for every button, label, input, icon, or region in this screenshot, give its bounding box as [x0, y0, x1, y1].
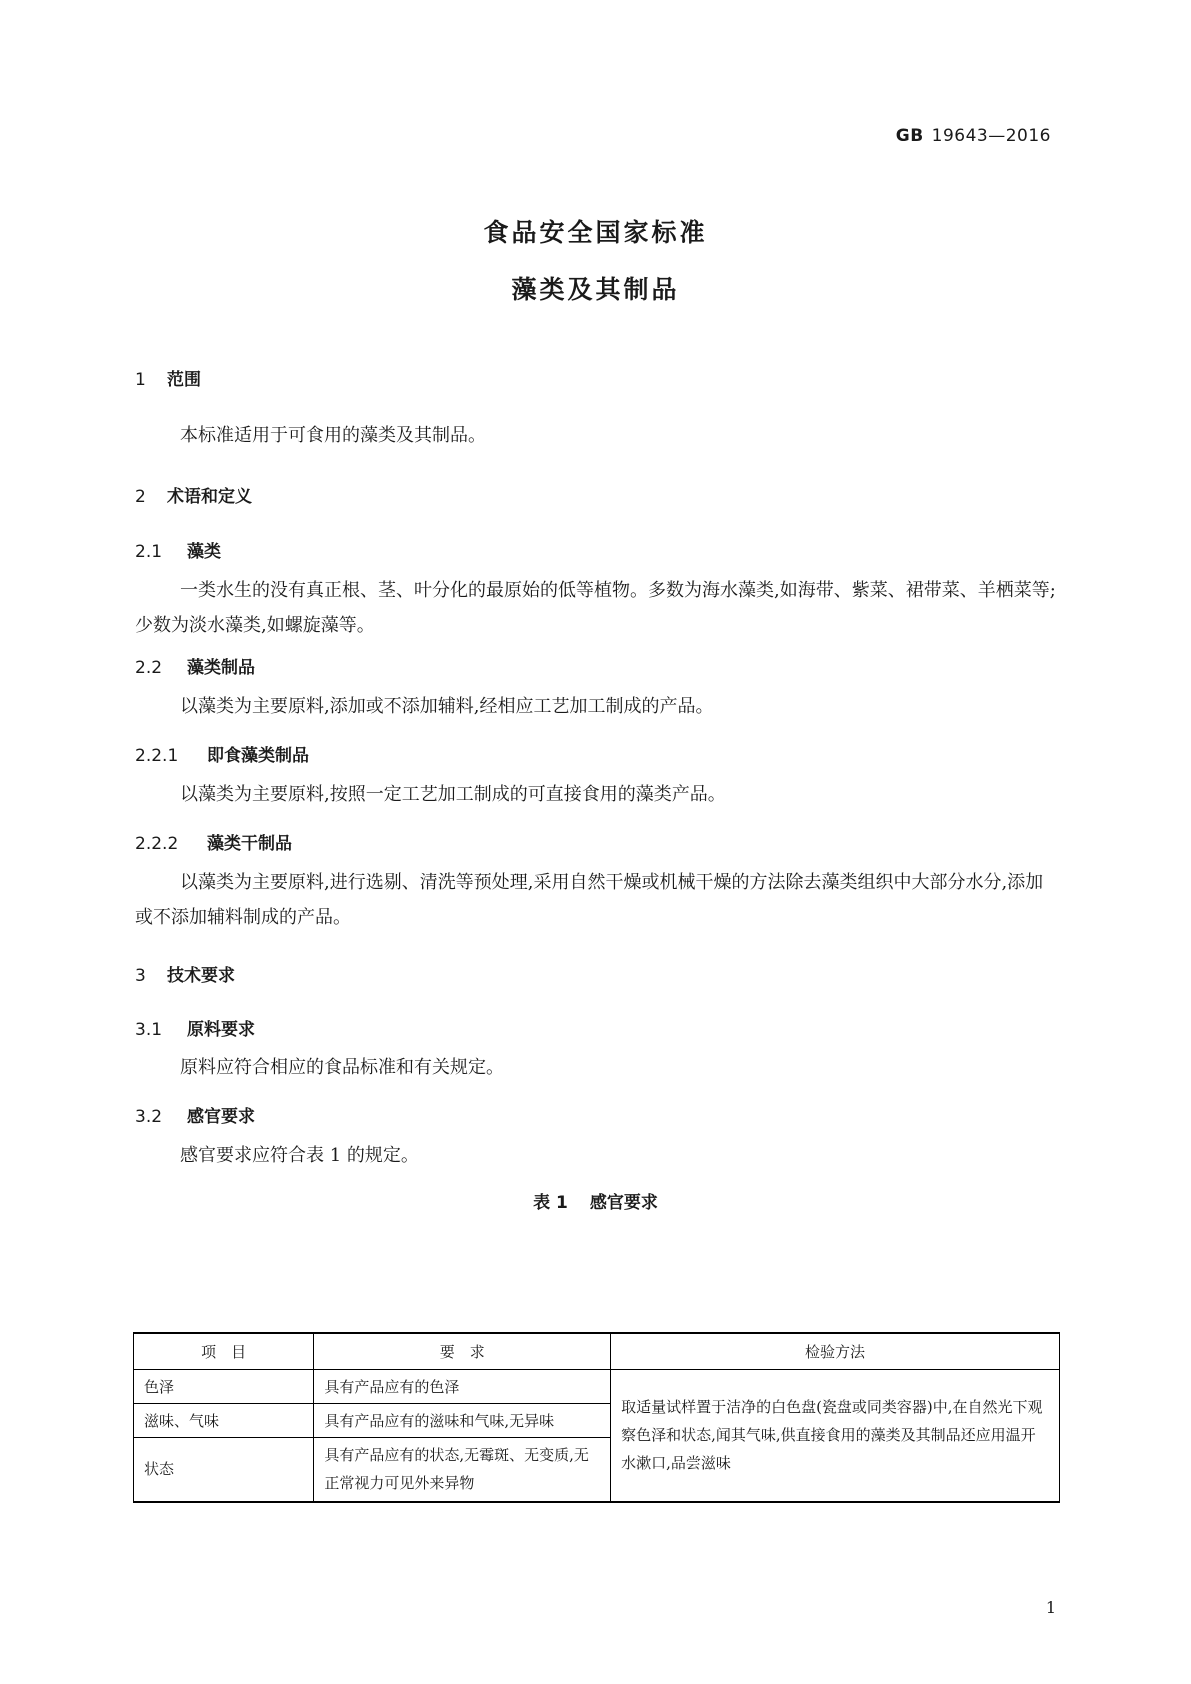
section-title: 即食藻类制品 [207, 746, 309, 766]
table-row [134, 1370, 1060, 1404]
section-number: 2.2.1 [135, 746, 179, 766]
requirement-cell: 具有产品应有的色泽 [314, 1370, 611, 1404]
section-2-1-heading [135, 537, 221, 562]
section-2-2-2-text: 以藻类为主要原料,进行选剔、清洗等预处理,采用自然干燥或机械干燥的方法除去藻类组织中大部分水分,添加或不添加辅料制成的产品。 [135, 872, 1044, 928]
section-title: 藻类干制品 [207, 834, 292, 854]
standard-prefix: GB [895, 126, 924, 146]
section-2-2-heading [135, 653, 255, 678]
section-number: 2.2.2 [135, 834, 179, 854]
section-number: 2 [135, 487, 146, 507]
page-number: 1 [1045, 1598, 1056, 1617]
section-number: 1 [135, 370, 146, 390]
table-header-row [134, 1333, 1060, 1370]
requirement-cell: 具有产品应有的状态,无霉斑、无变质,无正常视力可见外来异物 [314, 1438, 611, 1502]
section-3-heading [135, 961, 235, 986]
column-header-item: 项 目 [134, 1333, 314, 1370]
section-2-heading [135, 482, 252, 507]
section-number: 3.1 [135, 1020, 163, 1040]
section-title: 原料要求 [187, 1020, 255, 1040]
section-2-2-2-heading [135, 829, 292, 854]
section-3-1-heading [135, 1015, 255, 1040]
column-header-method: 检验方法 [611, 1333, 1060, 1370]
table-caption-number: 表 1 [533, 1193, 568, 1213]
section-1-heading [135, 365, 201, 390]
section-2-2-1-heading [135, 741, 309, 766]
standard-code: 19643—2016 [931, 126, 1051, 146]
section-number: 2.2 [135, 658, 163, 678]
section-number: 3 [135, 966, 146, 986]
section-2-2-1-text: 以藻类为主要原料,按照一定工艺加工制成的可直接食用的藻类产品。 [180, 784, 726, 805]
section-3-2-heading [135, 1102, 255, 1127]
table-caption [0, 1188, 1191, 1213]
item-cell: 色泽 [134, 1370, 314, 1404]
table-caption-title: 感官要求 [589, 1193, 658, 1213]
item-cell: 状态 [134, 1438, 314, 1502]
section-3-2-text: 感官要求应符合表 1 的规定。 [180, 1145, 419, 1166]
section-title: 藻类制品 [187, 658, 255, 678]
document-title: 食品安全国家标准 [483, 218, 708, 247]
item-cell: 滋味、气味 [134, 1404, 314, 1438]
section-number: 2.1 [135, 542, 163, 562]
section-3-1-text: 原料应符合相应的食品标准和有关规定。 [180, 1057, 504, 1078]
section-2-1-text: 一类水生的没有真正根、茎、叶分化的最原始的低等植物。多数为海水藻类,如海带、紫菜、裙带菜、羊栖菜等;少数为淡水藻类,如螺旋藻等。 [135, 580, 1056, 636]
requirement-cell: 具有产品应有的滋味和气味,无异味 [314, 1404, 611, 1438]
section-2-2-text: 以藻类为主要原料,添加或不添加辅料,经相应工艺加工制成的产品。 [180, 696, 714, 717]
section-title: 范围 [167, 370, 201, 390]
section-title: 感官要求 [187, 1107, 255, 1127]
section-number: 3.2 [135, 1107, 163, 1127]
document-subtitle: 藻类及其制品 [511, 275, 680, 304]
section-title: 技术要求 [167, 966, 235, 986]
column-header-requirement: 要 求 [314, 1333, 611, 1370]
section-title: 藻类 [187, 542, 221, 562]
sensory-requirements-table [133, 1332, 1060, 1503]
section-title: 术语和定义 [167, 487, 252, 507]
method-cell: 取适量试样置于洁净的白色盘(瓷盘或同类容器)中,在自然光下观察色泽和状态,闻其气味,供直接食用的藻类及其制品还应用温开水漱口,品尝滋味 [611, 1370, 1060, 1502]
standard-number [896, 126, 1051, 146]
section-1-text: 本标准适用于可食用的藻类及其制品。 [180, 425, 486, 446]
